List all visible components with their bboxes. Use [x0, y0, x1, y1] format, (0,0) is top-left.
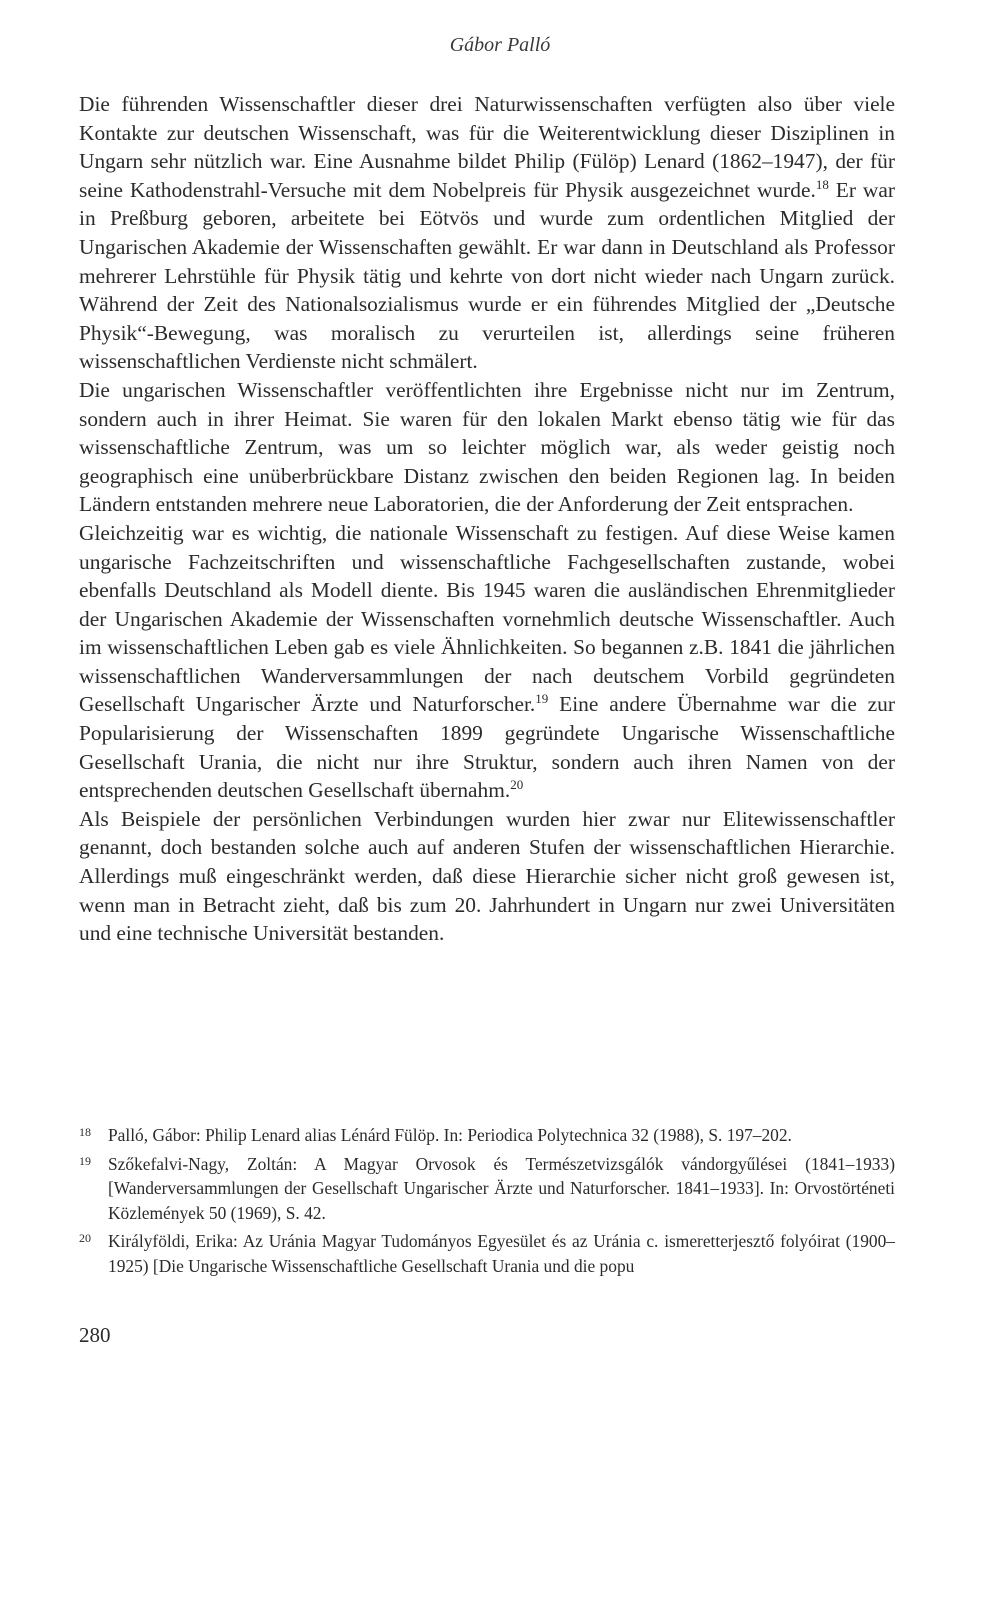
- footnote-ref-19[interactable]: 19: [535, 691, 549, 707]
- paragraph-4: Als Beispiele der persönlichen Verbindungen wurden hier zwar nur Elitewissenschaftler genannt, doch bestanden solche auch auf anderen Stufen der wissenschaftlichen Hierarchie. Allerdings muß eingeschränkt werden, daß diese Hierarchie sicher nicht groß gewesen ist, wenn man in Betracht zieht, daß bis zum 20. Jahrhundert in Ungarn nur zwei Universitäten und eine technische Universität bestanden.: [79, 806, 895, 946]
- paragraph-2: Die ungarischen Wissenschaftler veröffentlichten ihre Ergebnisse nicht nur im Zentrum, sondern auch in ihrer Heimat. Sie waren für den lokalen Markt ebenso tätig wie für das wissenschaftliche Zentrum, was um so leichter möglich war, als weder geistig noch geographisch eine unüberbrückbare Distanz zwischen den beiden Regionen lag. In beiden Ländern entstanden mehrere neue Laboratorien, die der Anforderung der Zeit entsprachen.: [79, 377, 895, 517]
- footnote-ref-20[interactable]: 20: [510, 777, 524, 793]
- footnote-number: 19: [79, 1153, 91, 1168]
- paragraph-3-text-a: Gleichzeitig war es wichtig, die nationale Wissenschaft zu festigen. Auf diese Weise kamen ungarische Fachzeitschriften und wissenschaftliche Fachgesellschaften zustande, wobei ebenfalls Deutschland als Modell diente. Bis 1945 waren die ausländischen Ehrenmitglieder der Ungarischen Akademie der Wissenschaften vornehmlich deutsche Wissenschaftler. Auch im wissenschaftlichen Leben gab es viele Ähnlichkeiten. So begannen z.B. 1841 die jährlichen wissenschaftlichen Wanderversammlungen der nach deutschem Vorbild gegründeten Gesellschaft Ungarischer Ärzte und Naturforscher.: [79, 520, 895, 717]
- footnote-number: 20: [79, 1231, 91, 1245]
- footnote-number: 18: [79, 1125, 91, 1139]
- footnotes: [79, 1123, 895, 1282]
- footnote-20: [79, 1229, 895, 1278]
- body-text: [79, 90, 895, 948]
- paragraph-3: [79, 519, 895, 805]
- footnote-text: Palló, Gábor: Philip Lenard alias Lénárd Fülöp. In: Periodica Polytechnica 32 (1988), S. 197–202.: [108, 1125, 792, 1145]
- page-number: 280: [79, 1323, 111, 1347]
- footnote-ref-18[interactable]: 18: [815, 176, 829, 192]
- footnote-text: Szőkefalvi-Nagy, Zoltán: A Magyar Orvosok és Természetvizsgálók vándorgyűlései (1841–1933) [Wanderversammlungen der Gesellschaft Ungarischer Ärzte und Naturforscher. 1841–1933]. In: Orvostörténeti Közlemények 50 (1969), S. 42.: [108, 1153, 895, 1223]
- paragraph-1: [79, 90, 895, 376]
- footnote-18: [79, 1123, 895, 1148]
- running-head: Gábor Palló: [449, 34, 551, 56]
- paragraph-3-text-b: Eine andere Übernahme war die zur Popularisierung der Wissenschaften 1899 gegründete Ungarische Wissenschaftliche Gesellschaft Urania, die nicht nur ihre Struktur, sondern auch ihren Namen von der entsprechenden deutschen Gesellschaft übernahm.: [79, 692, 895, 803]
- footnote-19: [79, 1152, 895, 1226]
- paragraph-1-text-b: Er war in Preßburg geboren, arbeitete bei Eötvös und wurde zum ordentlichen Mitglied der Ungarischen Akademie der Wissenschaften gewählt. Er war dann in Deutschland als Professor mehrerer Lehrstühle für Physik tätig und kehrte von dort nicht wieder nach Ungarn zurück. Während der Zeit des Nationalsozialismus wurde er ein führendes Mitglied der „Deutsche Physik“-Bewegung, was moralisch zu verurteilen ist, allerdings seine früheren wissenschaftlichen Verdienste nicht schmälert.: [79, 177, 895, 374]
- footnote-text: Királyföldi, Erika: Az Uránia Magyar Tudományos Egyesület és az Uránia c. ismeretterjesztő folyóirat (1900–1925) [Die Ungarische Wissenschaftliche Gesellschaft Urania und die popu: [108, 1231, 895, 1276]
- paragraph-1-text-a: Die führenden Wissenschaftler dieser drei Naturwissenschaften verfügten also über viele Kontakte zur deutschen Wissenschaft, was für die Weiterentwicklung dieser Disziplinen in Ungarn sehr nützlich war. Eine Ausnahme bildet Philip (Fülöp) Lenard (1862–1947), der für seine Kathodenstrahl-Versuche mit dem Nobelpreis für Physik ausgezeichnet wurde.: [79, 92, 895, 202]
